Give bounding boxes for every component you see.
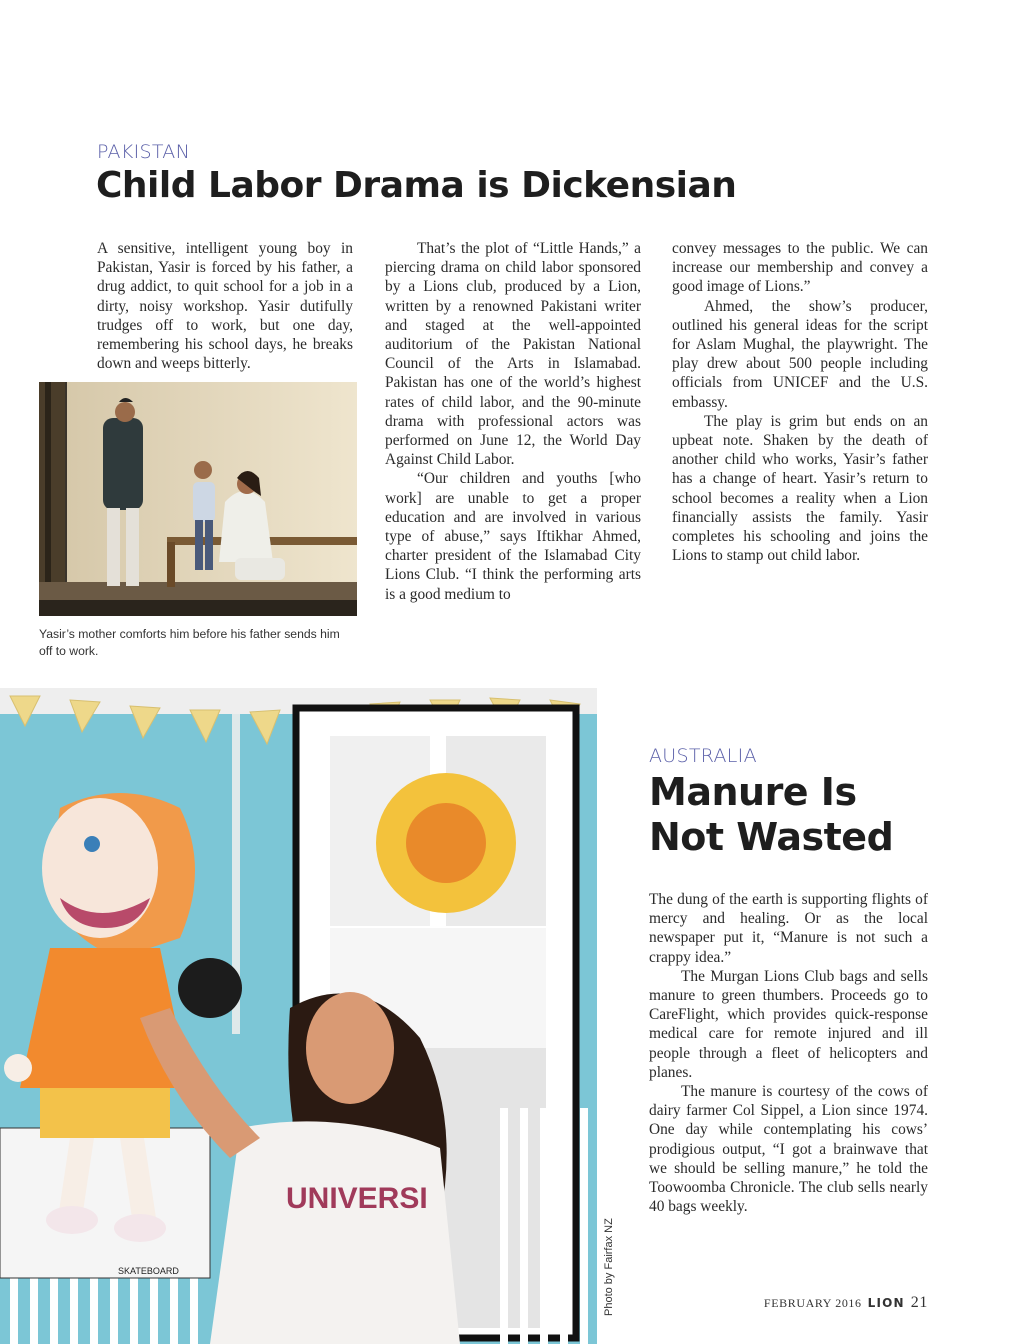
shirt-print-text: UNIVERSI <box>286 1182 428 1215</box>
story1-photo <box>39 382 357 616</box>
story2-photo-credit: Photo by Fairfax NZ <box>603 1218 615 1316</box>
story1-column-2 <box>385 239 641 604</box>
story2-paragraph: The manure is courtesy of the cows of dairy farmer Col Sippel, a Lion since 1974. One day while contemplating his cows’ prodigious output, “I got a brainwave that we should be selling manure,” he told the Toowoomba Chronicle. The club sells nearly 40 bags weekly. <box>649 1083 928 1216</box>
story2-body <box>649 890 928 1216</box>
story1-column-3 <box>672 239 928 565</box>
footer-page-number: 21 <box>910 1294 928 1311</box>
story1-paragraph: The play is grim but ends on an upbeat note. Shaken by the death of another child who works, Yasir’s father has a change of heart. Yasir’s return to school becomes a reality when a Lion financially assists the family. Yasir completes his schooling and joins the Lions to stamp out child labor. <box>672 412 928 565</box>
story2-headline-line-2: Not Wasted <box>649 815 894 859</box>
story1-paragraph: A sensitive, intelligent young boy in Pakistan, Yasir is forced by his father, a drug addict, to quit school for a job in a dirty, noisy workshop. Yasir dutifully trudges off to work, but one day, remembering his school days, he breaks down and weeps bitterly. <box>97 240 353 373</box>
story1-paragraph: That’s the plot of “Little Hands,” a piercing drama on child labor sponsored by a Lions club, produced by a Lion, written by a renowned Pakistani writer and staged at the well-appointed auditorium of the Pakistan National Council of the Arts in Islamabad. Pakistan has one of the world’s highest rates of child labor, and the 90-minute drama with professional actors was performed on June 12, the World Day Against Child Labor. <box>385 240 641 469</box>
story2-headline-line-1: Manure Is <box>649 770 857 814</box>
footer-magazine-name: LION <box>867 1296 905 1310</box>
story2-paragraph: The Murgan Lions Club bags and sells manure to green thumbers. Proceeds go to CareFlight, which provides quick-response medical care for remote injured and ill people through a fleet of helicopters and planes. <box>649 967 928 1081</box>
story1-paragraph: convey messages to the public. We can increase our membership and convey a good image of Lions.” <box>672 240 928 296</box>
story2-photo <box>0 688 597 1344</box>
story1-paragraph: “Our children and youths [who work] are unable to get a proper education and are involved in various type of abuse,” says Iftikhar Ahmed, charter president of the Islamabad City Lions Club. “I think the performing arts is a good medium to <box>385 470 641 603</box>
story1-paragraph: Ahmed, the show’s producer, outlined his general ideas for the script for Aslam Mughal, the playwright. The play drew about 500 people including officials from UNICEF and the U.S. embassy. <box>672 297 928 411</box>
skateboard-label: SKATEBOARD <box>118 1266 179 1276</box>
page-footer <box>764 1294 928 1312</box>
story2-kicker: AUSTRALIA <box>649 745 757 767</box>
story2-paragraph: The dung of the earth is supporting flights of mercy and healing. Or as the local newspaper put it, “Manure is not such a crappy idea.” <box>649 891 928 966</box>
story1-headline: Child Labor Drama is Dickensian <box>96 165 737 206</box>
story1-kicker: PAKISTAN <box>97 141 191 163</box>
footer-issue-date: FEBRUARY 2016 <box>763 1296 862 1310</box>
story1-photo-caption: Yasir’s mother comforts him before his father sends him off to work. <box>39 627 340 658</box>
story1-column-1 <box>97 239 353 373</box>
